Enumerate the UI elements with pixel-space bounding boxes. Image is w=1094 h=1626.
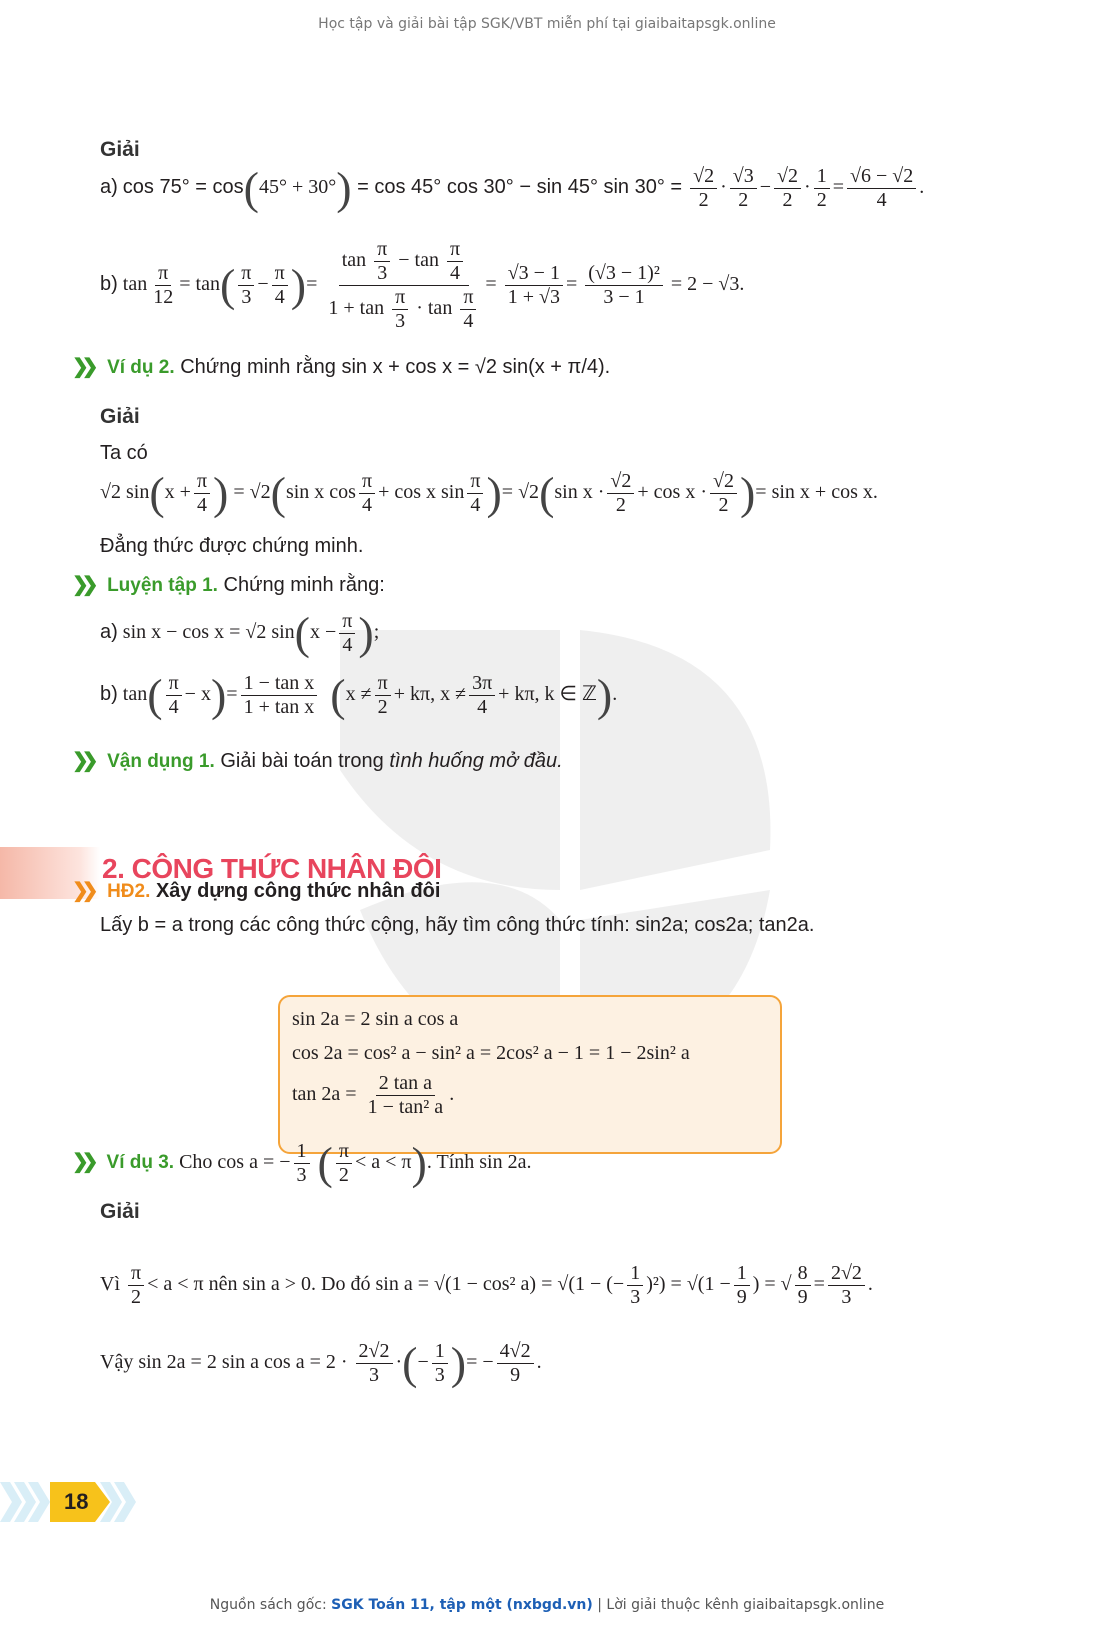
solution-part-b: b) tan $\frac{\pi}{12}$ = tan( $\frac{\pi}{3}$ − $\frac{\pi}{4}$ )= tan $\frac{\pi}{3}$ − tan $\frac{\pi}{4}$ 1 + tan $\frac{\pi}{3}$ · tan $\frac{\pi}{4}$ = $\frac{√3 - 1}{1 + √3}$ = $\frac{\text{(√3 − 1)²}}{3 - 1}$ = 2 − √3. bbox=[100, 238, 745, 332]
example-2-conclusion: Đẳng thức được chứng minh. bbox=[100, 535, 364, 557]
example-2-tag: Ví dụ 2. bbox=[107, 357, 175, 378]
example-2 bbox=[72, 354, 610, 379]
footer-source-link[interactable]: SGK Toán 11, tập một (nxbgd.vn) bbox=[331, 1597, 593, 1613]
apply-1-tag: Vận dụng 1. bbox=[107, 751, 215, 772]
practice-1-b: b) tan( $\frac{\pi}{4}$ − x)= $\frac{\text{1 − tan x}}{\text{1 + tan x}}$ (x ≠ $\frac{\pi}{2}$ + kπ, x ≠ $\frac{3\pi}{4}$ + kπ, k ∈ ℤ). bbox=[100, 669, 618, 721]
page-number: 18 bbox=[64, 1489, 89, 1514]
chevron-right-icon: ❯❯ bbox=[72, 750, 92, 772]
example-3-text-pre: Cho cos a = − bbox=[179, 1151, 291, 1174]
apply-1 bbox=[72, 748, 563, 773]
hd2-text: Lấy b = a trong các công thức cộng, hãy tìm công thức tính: sin2a; cos2a; tan2a. bbox=[100, 914, 815, 936]
section-title: 2. CÔNG THỨC NHÂN ĐÔI bbox=[102, 853, 442, 884]
example-3-vi: Vì bbox=[100, 1273, 120, 1296]
hd2 bbox=[72, 878, 440, 903]
formula-tan2a: tan 2a = $\frac{\text{2 tan a}}{\text{1 − tan² a}}$ . bbox=[292, 1072, 455, 1118]
practice-1-text: Chứng minh rằng: bbox=[223, 574, 385, 596]
practice-1-tag: Luyện tập 1. bbox=[107, 575, 218, 596]
page-footer bbox=[0, 1597, 1094, 1613]
apply-1-text: Giải bài toán trong bbox=[220, 750, 384, 772]
solution-part-a: a) cos 75° = cos(45° + 30°) = cos 45° cos 30° − sin 45° sin 30° = $\frac{√2}{2}$ · $\frac{√3}{2}$ − $\frac{√2}{2}$ · $\frac{1}{2}$ = $\frac{√6 - √2}{4}$ . bbox=[100, 162, 925, 214]
example-3-mid: nên sin a > 0. Do đó sin a = bbox=[208, 1273, 429, 1296]
footer-suffix: | Lời giải thuộc kênh giaibaitapsgk.online bbox=[592, 1597, 885, 1613]
page-header: Học tập và giải bài tập SGK/VBT miễn phí tại giaibaitapsgk.online bbox=[318, 16, 776, 32]
example-3: ❯❯ Ví dụ 3. Cho cos a = − $\frac{1}{3}$ ( $\frac{\pi}{2}$ < a < π). Tính sin 2a. bbox=[72, 1137, 532, 1189]
practice-1 bbox=[72, 572, 385, 597]
example-3-step1: Vì $\frac{\pi}{2}$ < a < π nên sin a > 0. Do đó sin a = √(1 − cos² a) = √(1 − (− $\frac{1}{3}$ )²) = √(1 − $\frac{1}{9}$ ) = √ $\frac{8}{9}$ = $\frac{2√2}{3}$ . bbox=[100, 1262, 873, 1308]
part-a-label: a) bbox=[100, 176, 118, 199]
example-2-derivation: √2 sin(x + $\frac{\pi}{4}$ ) = √2(sin x cos $\frac{\pi}{4}$ + cos x sin $\frac{\pi}{4}$ )= √2(sin x · $\frac{√2}{2}$ + cos x · $\frac{√2}{2}$ )= sin x + cos x. bbox=[100, 467, 878, 519]
chevron-right-icon: ❯❯ bbox=[72, 1151, 92, 1174]
hd2-title: Xây dựng công thức nhân đôi bbox=[155, 880, 441, 902]
apply-1-italic: tình huống mở đầu. bbox=[389, 750, 563, 772]
example-3-tag: Ví dụ 3. bbox=[106, 1152, 175, 1174]
solution-heading-2: Giải bbox=[100, 405, 140, 428]
chevron-right-icon: ❯❯ bbox=[72, 356, 92, 378]
example-3-step2: Vậy sin 2a = 2 sin a cos a = 2 · $\frac{2√2}{3}$ ·(− $\frac{1}{3}$ )= − $\frac{4√2}{9}$ . bbox=[100, 1337, 542, 1389]
example-3-vay: Vậy sin 2a = 2 sin a cos a = 2 · bbox=[100, 1351, 348, 1374]
solution-heading-3: Giải bbox=[100, 1200, 140, 1223]
part-b-label: b) bbox=[100, 273, 118, 296]
practice-1-b-label: b) bbox=[100, 683, 118, 706]
formula-sin2a: sin 2a = 2 sin a cos a bbox=[292, 1008, 459, 1030]
formula-cos2a: cos 2a = cos² a − sin² a = 2cos² a − 1 = 1 − 2sin² a bbox=[292, 1042, 690, 1064]
example-3-text-post: Tính sin 2a. bbox=[436, 1151, 532, 1174]
practice-1-a: a) sin x − cos x = √2 sin(x − $\frac{\pi}{4}$ ); bbox=[100, 607, 380, 659]
chevron-right-icon: ❯❯ bbox=[72, 880, 92, 902]
example-2-intro: Ta có bbox=[100, 442, 148, 464]
part-b-result: = 2 − √3. bbox=[670, 273, 745, 296]
footer-prefix: Nguồn sách gốc: bbox=[209, 1597, 332, 1613]
practice-1-a-label: a) bbox=[100, 621, 118, 644]
solution-heading: Giải bbox=[100, 138, 140, 161]
example-2-text: Chứng minh rằng sin x + cos x = √2 sin(x + π/4). bbox=[180, 356, 611, 378]
hd2-tag: HĐ2. bbox=[107, 881, 151, 902]
chevron-right-icon: ❯❯ bbox=[72, 574, 92, 596]
formula-tan2a-lhs: tan 2a = bbox=[292, 1083, 357, 1106]
